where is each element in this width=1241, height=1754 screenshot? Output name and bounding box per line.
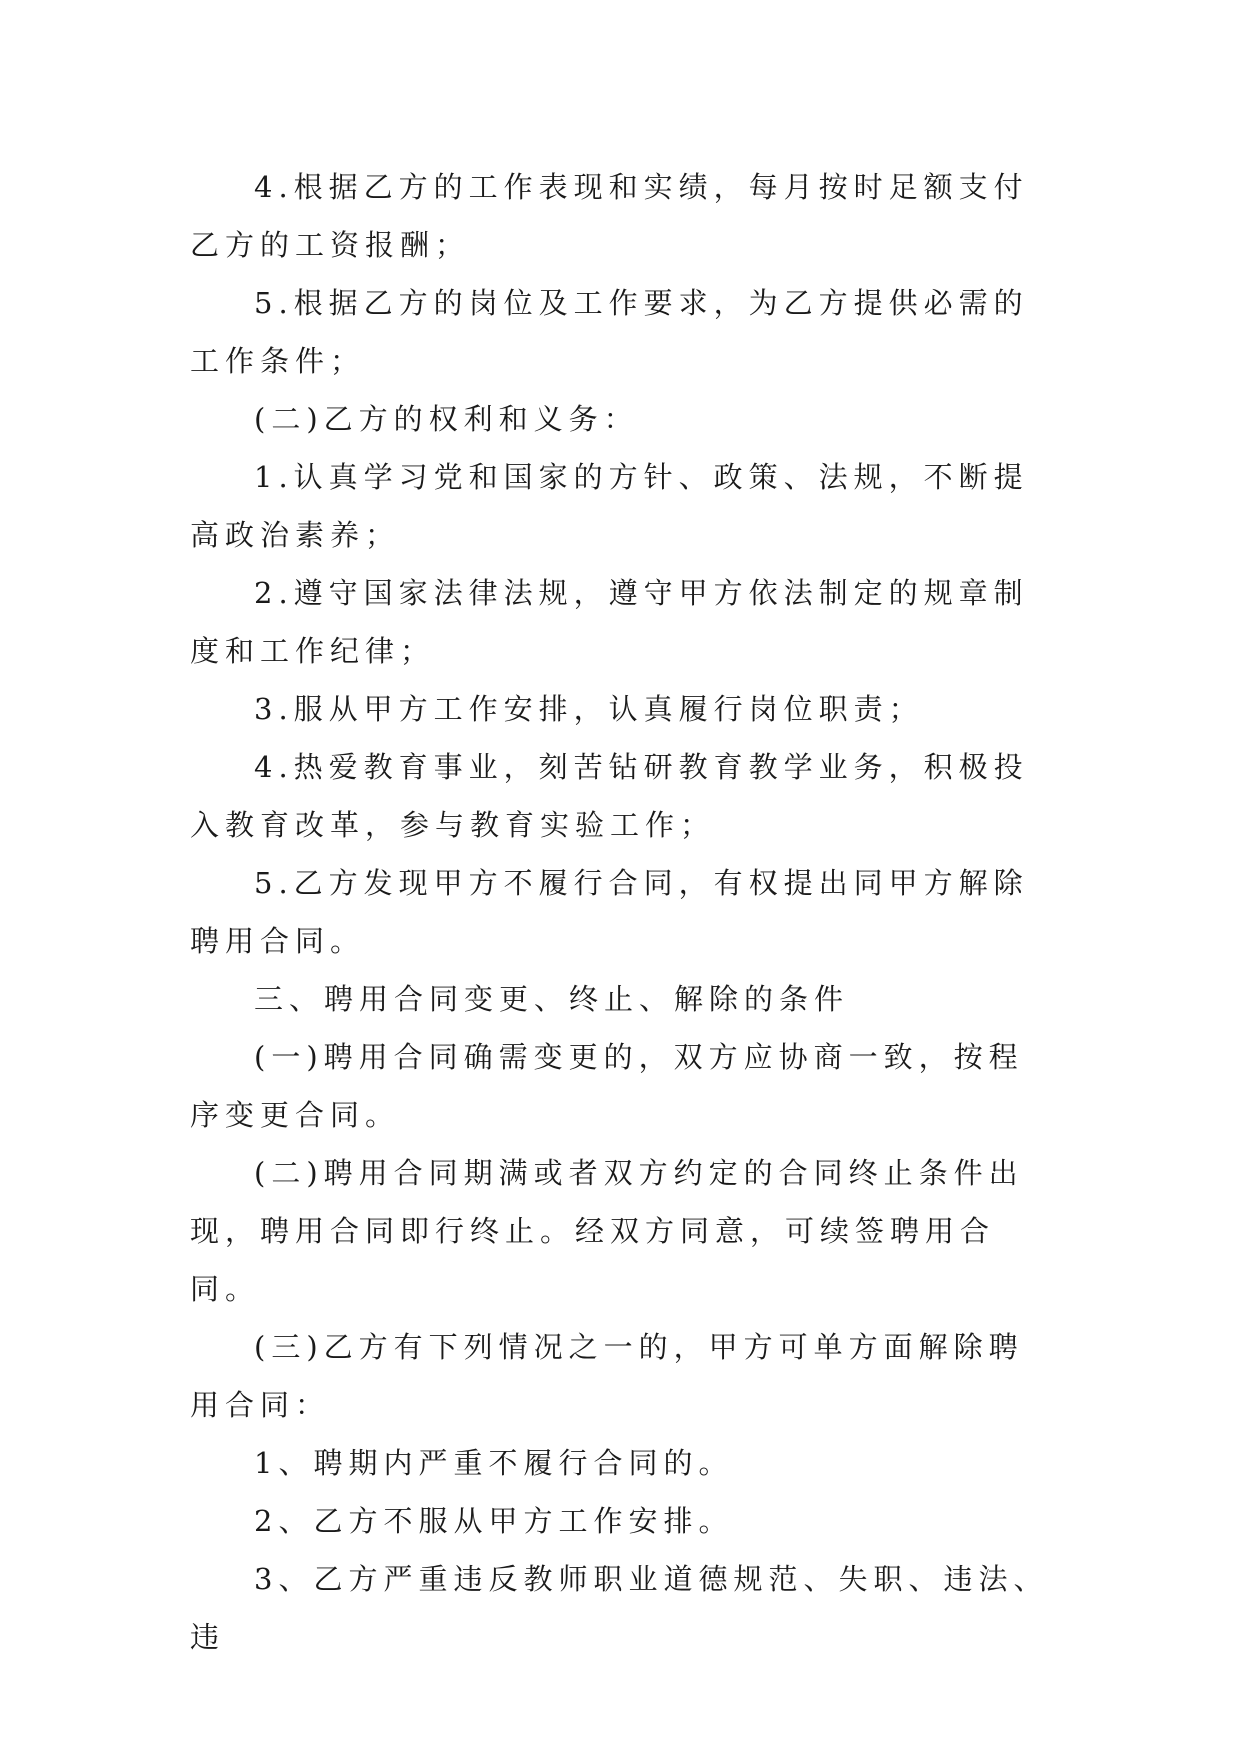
paragraph: (二)乙方的权利和义务： bbox=[254, 402, 639, 436]
paragraph: 5.乙方发现甲方不履行合同，有权提出同甲方解除聘用合同。 bbox=[190, 866, 1029, 958]
paragraph: 2.遵守国家法律法规，遵守甲方依法制定的规章制度和工作纪律； bbox=[190, 576, 1029, 668]
paragraph: (一)聘用合同确需变更的，双方应协商一致，按程序变更合同。 bbox=[190, 1040, 1024, 1132]
paragraph: 1.认真学习党和国家的方针、政策、法规，不断提高政治素养； bbox=[190, 460, 1029, 552]
paragraph: 1、聘期内严重不履行合同的。 bbox=[254, 1446, 734, 1480]
paragraph: 5.根据乙方的岗位及工作要求，为乙方提供必需的工作条件； bbox=[190, 286, 1029, 378]
document-body bbox=[190, 158, 1050, 1666]
paragraph: 4.根据乙方的工作表现和实绩，每月按时足额支付乙方的工资报酬； bbox=[190, 170, 1029, 262]
paragraph: 2、乙方不服从甲方工作安排。 bbox=[254, 1504, 734, 1538]
paragraph: 3.服从甲方工作安排，认真履行岗位职责； bbox=[254, 692, 924, 726]
paragraph: (三)乙方有下列情况之一的，甲方可单方面解除聘用合同： bbox=[190, 1330, 1024, 1422]
section-heading: 三、聘用合同变更、终止、解除的条件 bbox=[254, 982, 850, 1016]
paragraph: 3、乙方严重违反教师职业道德规范、失职、违法、违 bbox=[190, 1562, 1049, 1654]
paragraph: (二)聘用合同期满或者双方约定的合同终止条件出现，聘用合同即行终止。经双方同意，可续签聘用合同。 bbox=[190, 1156, 1024, 1306]
paragraph: 4.热爱教育事业，刻苦钻研教育教学业务，积极投入教育改革，参与教育实验工作； bbox=[190, 750, 1029, 842]
